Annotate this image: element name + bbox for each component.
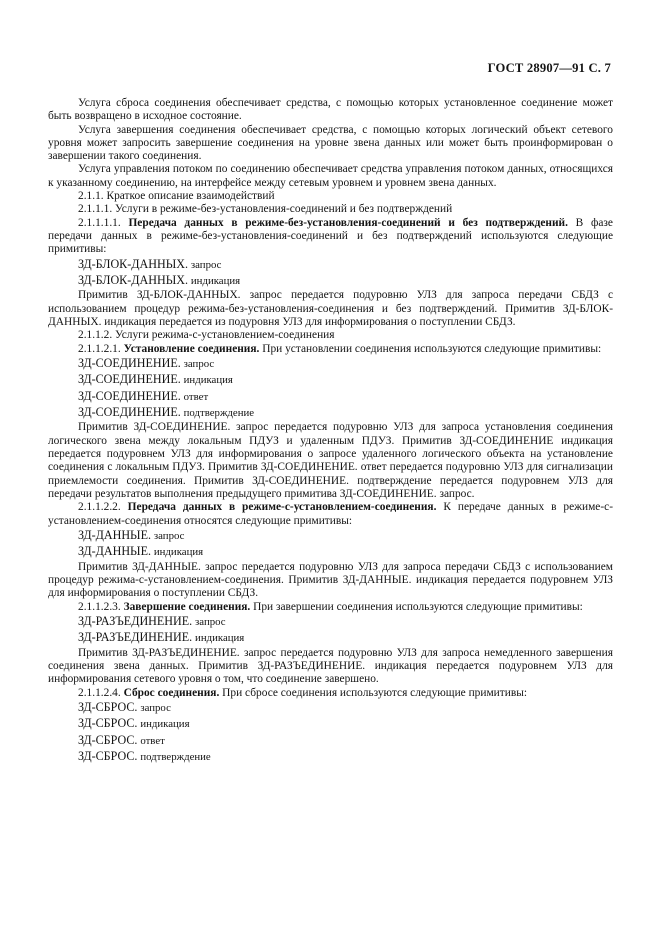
primitive-suffix: индикация [195, 632, 245, 645]
section-number: 2.1.1.2.2. [78, 501, 121, 514]
section-heading: Сброс соединения. [123, 686, 220, 699]
paragraph-disconnect-description: Примитив ЗД-РАЗЪЕДИНЕНИЕ. запрос передается подуровню УЛЗ для запроса немедленного завершения соединения звена данных. Примитив ЗД-РАЗЪЕДИНЕНИЕ. индикация передается подуровнем УЛЗ для информирования сетевого уровня о том, что соединение завершено. [48, 646, 613, 686]
primitive-item [48, 700, 613, 716]
primitive-suffix: индикация [190, 274, 241, 287]
section-2-1-1-1: 2.1.1.1. Услуги в режиме-без-установления-соединений и без подтверждений [78, 203, 453, 216]
primitive-name: ЗД-БЛОК-ДАННЫХ. [78, 256, 189, 271]
primitive-suffix: ответ [140, 734, 165, 747]
section-heading: Завершение соединения. [123, 600, 251, 613]
primitive-item [48, 614, 613, 630]
primitive-item [48, 544, 613, 560]
primitive-name: ЗД-СБРОС. [78, 699, 138, 714]
primitive-item [48, 257, 613, 273]
primitive-name: ЗД-СБРОС. [78, 716, 138, 731]
paragraph-connect-description: Примитив ЗД-СОЕДИНЕНИЕ. запрос передается подуровню УЛЗ для запроса установления соединения логического звена между локальным ПДУЗ и удаленным ПДУЗ. Примитив ЗД-СОЕДИНЕНИЕ индикация передается подуровнем УЛЗ для информирования о запросе удаленного логического объекта на установление соединения с локальным ПДУЗ. Примитив ЗД-СОЕДИНЕНИЕ. ответ передается подуровню УЛЗ для сигнализации приемлемости соединения. Примитив ЗД-СОЕДИНЕНИЕ. подтверждение передается подуровнем УЛЗ для передачи результатов выполнения предыдущего примитива ЗД-СОЕДИНЕНИЕ. запрос. [48, 421, 613, 500]
section-number: 2.1.1.2.3. [78, 600, 121, 613]
section-text: При сбросе соединения используются следующие примитивы: [222, 686, 528, 699]
primitive-item [48, 528, 613, 544]
primitive-suffix: запрос [153, 529, 185, 542]
primitive-name: ЗД-СОЕДИНЕНИЕ. [78, 388, 181, 403]
primitive-list-blok [48, 257, 613, 290]
section-2-1-1-2-1 [48, 343, 613, 356]
primitive-name: ЗД-РАЗЪЕДИНЕНИЕ. [78, 613, 193, 628]
section-2-1-1: 2.1.1. Краткое описание взаимодействий [78, 190, 275, 203]
primitive-name: ЗД-БЛОК-ДАННЫХ. [78, 272, 189, 287]
primitive-suffix: индикация [153, 546, 204, 559]
paragraph-data-description: Примитив ЗД-ДАННЫЕ. запрос передается подуровню УЛЗ для запроса передачи СБДЗ с использованием процедур режима-с-установлением-соединения. Примитив ЗД-ДАННЫЕ. индикация передается подуровнем УЛЗ для информирования о поступлении СБДЗ. [48, 560, 613, 600]
primitive-suffix: запрос [190, 258, 222, 271]
paragraph-flow-control-service: Услуга управления потоком по соединению обеспечивает средства управления потоком данных, относящихся к указанному соединению, на интерфейсе между сетевым уровнем и уровнем звена данных. [48, 163, 613, 189]
primitive-name: ЗД-РАЗЪЕДИНЕНИЕ. [78, 630, 193, 645]
primitive-name: ЗД-ДАННЫЕ. [78, 544, 152, 559]
primitive-name: ЗД-СОЕДИНЕНИЕ. [78, 405, 181, 420]
page-header: ГОСТ 28907—91 С. 7 [487, 61, 611, 75]
section-text: В фазе передачи данных в режиме-без-установления-соединений и без подтверждений используются следующие примитивы: [48, 216, 613, 256]
primitive-list-connect [48, 356, 613, 422]
document-body [48, 97, 613, 765]
section-heading: Установление соединения. [123, 342, 260, 355]
primitive-item [48, 749, 613, 765]
section-number: 2.1.1.2.1. [78, 342, 121, 355]
paragraph-termination-service: Услуга завершения соединения обеспечивает средства, с помощью которых логический объект сетевого уровня может запросить завершение соединения на уровне звена данных или может быть проинформирован о завершении такого соединения. [48, 123, 613, 163]
primitive-item [48, 630, 613, 646]
primitive-item [48, 405, 613, 421]
primitive-item [48, 733, 613, 749]
section-text: При завершении соединения используются следующие примитивы: [253, 600, 583, 613]
primitive-list-disconnect [48, 614, 613, 647]
section-number: 2.1.1.1.1. [78, 216, 121, 229]
primitive-name: ЗД-СОЕДИНЕНИЕ. [78, 355, 181, 370]
primitive-item [48, 372, 613, 388]
primitive-item [48, 389, 613, 405]
section-heading: Передача данных в режиме-без-установления-соединений и без подтверждений. [128, 216, 568, 229]
primitive-suffix: ответ [183, 390, 209, 403]
primitive-list-data [48, 528, 613, 561]
primitive-suffix: запрос [183, 357, 215, 370]
primitive-suffix: подтверждение [140, 751, 211, 764]
primitive-suffix: запрос [195, 615, 226, 628]
paragraph-reset-service: Услуга сброса соединения обеспечивает средства, с помощью которых установленное соединение может быть возвращено в исходное состояние. [48, 97, 613, 123]
section-2-1-1-2-4 [48, 687, 613, 700]
primitive-item [48, 356, 613, 372]
section-2-1-1-2: 2.1.1.2. Услуги режима-с-установлением-соединения [78, 329, 335, 342]
section-text: К передаче данных в режиме-с-установлением-соединения относятся следующие примитивы: [48, 501, 613, 527]
section-heading: Передача данных в режиме-с-установлением-соединения. [127, 501, 437, 514]
section-2-1-1-2-2 [48, 501, 613, 528]
primitive-list-reset [48, 700, 613, 766]
section-number: 2.1.1.2.4. [78, 686, 121, 699]
primitive-suffix: подтверждение [183, 407, 255, 420]
primitive-suffix: индикация [183, 374, 233, 387]
primitive-name: ЗД-ДАННЫЕ. [78, 527, 152, 542]
primitive-name: ЗД-СОЕДИНЕНИЕ. [78, 372, 181, 387]
section-2-1-1-1-1 [48, 217, 613, 257]
section-2-1-1-2-3 [48, 601, 613, 614]
primitive-name: ЗД-СБРОС. [78, 732, 138, 747]
primitive-item [48, 716, 613, 732]
section-text: При установлении соединения используются следующие примитивы: [262, 342, 602, 355]
primitive-name: ЗД-СБРОС. [78, 749, 138, 764]
primitive-suffix: индикация [140, 718, 190, 731]
paragraph-blok-description: Примитив ЗД-БЛОК-ДАННЫХ. запрос передается подуровню УЛЗ для запроса передачи СБДЗ с использованием процедур режима-без-установления-соединения и без подтверждений. Примитив ЗД-БЛОК-ДАННЫХ. индикация передается из подуровня УЛЗ для информирования о поступлении СБДЗ. [48, 289, 613, 328]
primitive-item [48, 273, 613, 289]
primitive-suffix: запрос [140, 701, 171, 714]
